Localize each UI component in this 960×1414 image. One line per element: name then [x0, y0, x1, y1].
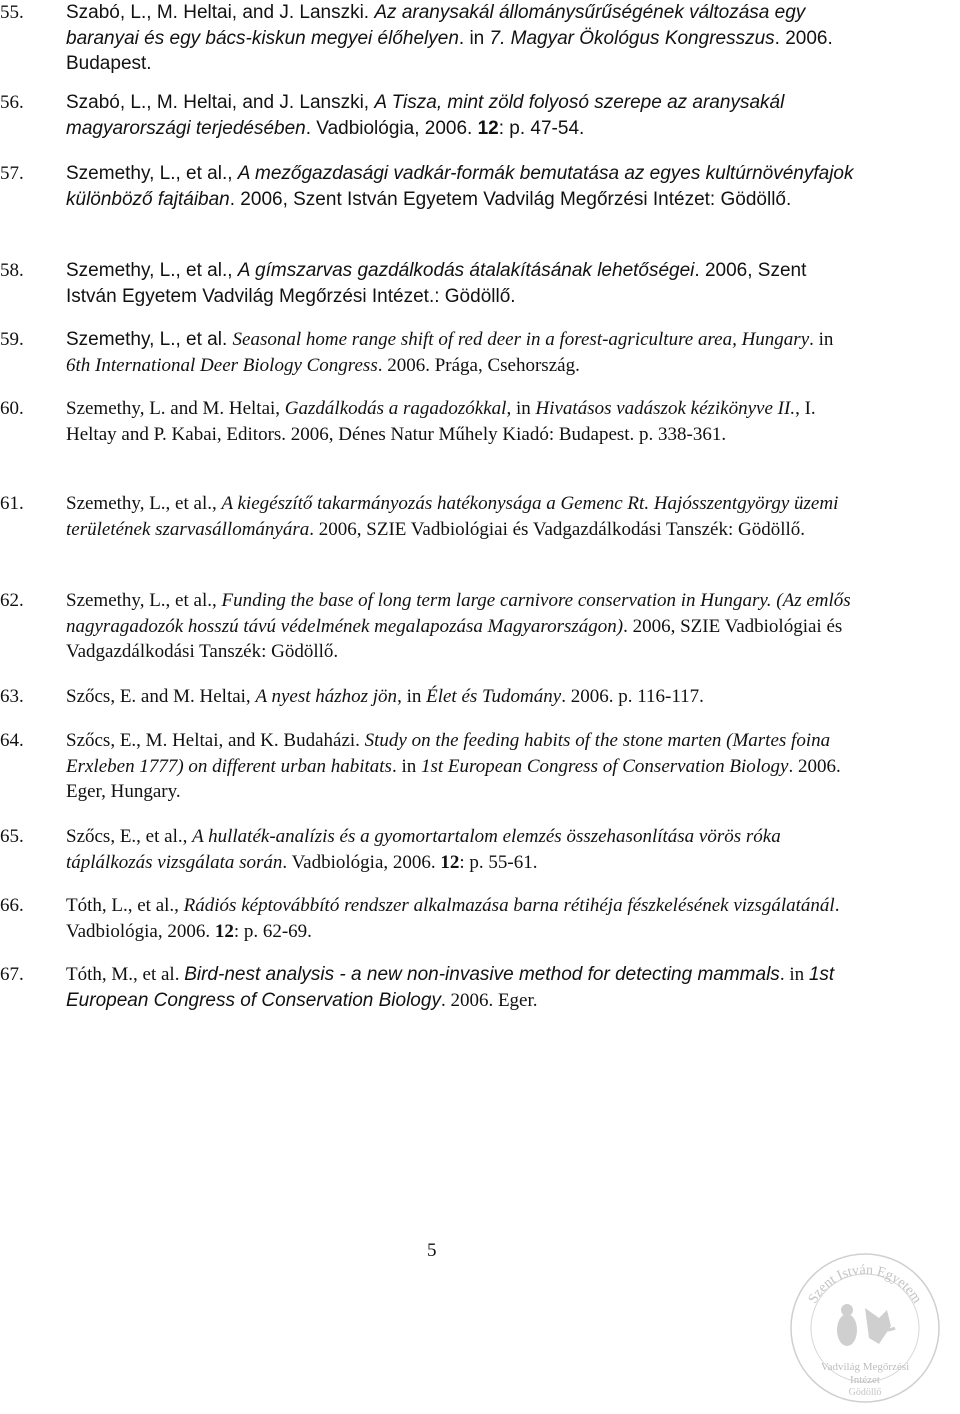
- reference-segment: Szemethy, L., et al.,: [66, 163, 238, 184]
- reference-title: Gazdálkodás a ragadozókkal: [284, 398, 507, 419]
- reference-segment: : p. 47-54.: [498, 117, 585, 139]
- reference-title: Élet és Tudomány: [426, 686, 562, 707]
- reference-segment: . 2006. Prága, Csehország.: [377, 354, 580, 376]
- reference-volume: 12: [214, 920, 234, 942]
- reference-number: 55.: [0, 2, 24, 23]
- reference-number: 61.: [0, 493, 24, 514]
- reference-item: [0, 588, 900, 665]
- seal-figures: [837, 1304, 895, 1346]
- reference-segment: . 2006, Szent István Egyetem Vadvilág Megőrzési Intézet: Gödöllő.: [229, 188, 792, 210]
- reference-text: [66, 588, 856, 665]
- reference-text: [66, 824, 856, 875]
- reference-segment: . 2006. p. 116-117.: [561, 686, 704, 707]
- reference-text: [66, 90, 856, 141]
- reference-title: A nyest házhoz jön: [255, 686, 398, 707]
- reference-segment: Szabó, L., M. Heltai, and J. Lanszki,: [66, 92, 375, 113]
- seal-ring-text: Szent István Egyetem: [805, 1262, 925, 1307]
- page-number: 5: [427, 1240, 437, 1261]
- reference-title: Seasonal home range shift of red deer in a forest-agriculture area, Hungary: [232, 329, 810, 350]
- reference-item: [0, 90, 900, 141]
- reference-title: Hivatásos vadászok kézikönyve II.: [535, 398, 796, 419]
- reference-segment: . 2006, Szent István Egyetem Vadvilág Megőrzési Intézet.: Gödöllő.: [66, 260, 807, 307]
- reference-item: [0, 684, 900, 710]
- reference-item: [0, 728, 900, 805]
- reference-number: 66.: [0, 895, 24, 916]
- reference-segment: Szőcs, E., et al.,: [66, 826, 193, 847]
- reference-item: [0, 258, 900, 309]
- reference-item: [0, 327, 900, 378]
- reference-segment: Szabó, L., M. Heltai, and J. Lanszki.: [66, 2, 375, 23]
- reference-segment: . 2006. Budapest.: [66, 27, 833, 74]
- reference-item: [0, 893, 900, 944]
- reference-title: Bird-nest analysis - a new non-invasive method for detecting mammals: [184, 964, 780, 985]
- reference-text: [66, 258, 856, 309]
- reference-segment: Szemethy, L., et al.,: [66, 493, 222, 514]
- reference-item: [0, 396, 900, 447]
- reference-text: [66, 327, 856, 378]
- reference-title: A kiegészítő takarmányozás hatékonysága a Gemenc Rt. Hajósszentgyörgy üzemi területének szarvasállományára: [66, 493, 839, 540]
- reference-title: A Tisza, mint zöld folyosó szerepe az aranysakál magyarországi terjedésében: [66, 92, 785, 139]
- reference-number: 60.: [0, 398, 24, 419]
- reference-text: [66, 396, 856, 447]
- reference-volume: 12: [477, 117, 499, 139]
- reference-title: Rádiós képtovábbító rendszer alkalmazása barna rétihéja fészkelésének vizsgálatánál: [183, 895, 835, 916]
- reference-segment: . Vadbiológia, 2006.: [66, 895, 840, 942]
- reference-number: 64.: [0, 730, 24, 751]
- reference-segment: : p. 55-61.: [459, 851, 538, 873]
- reference-segment: , in: [397, 686, 427, 707]
- svg-text:Szent István Egyetem: [806, 1263, 924, 1306]
- seal-line-3: Gödöllő: [848, 1387, 882, 1398]
- reference-text: [66, 962, 856, 1013]
- reference-text: [66, 893, 856, 944]
- reference-segment: . Vadbiológia, 2006.: [282, 851, 441, 873]
- reference-segment: . 2006. Eger, Hungary.: [66, 755, 841, 802]
- reference-segment: Tóth, L., et al.,: [66, 895, 184, 916]
- reference-segment: . 2006, SZIE Vadbiológiai és Vadgazdálkodási Tanszék: Gödöllő.: [66, 615, 843, 662]
- reference-segment: Szőcs, E., M. Heltai, and K. Budaházi.: [66, 730, 365, 751]
- reference-segment: . 2006, SZIE Vadbiológiai és Vadgazdálkodási Tanszék: Gödöllő.: [309, 518, 806, 540]
- reference-segment: : p. 62-69.: [233, 920, 312, 942]
- reference-title: 7. Magyar Ökológus Kongresszus: [489, 27, 775, 49]
- reference-title: Az aranysakál állománysűrűségének változása egy baranyai és egy bács-kiskun megyei élőhelyen: [66, 2, 806, 49]
- reference-number: 58.: [0, 260, 24, 281]
- seal-line-2: Intézet: [850, 1374, 880, 1386]
- reference-number: 57.: [0, 163, 24, 184]
- reference-segment: . in: [458, 27, 490, 49]
- reference-text: [66, 0, 856, 77]
- reference-segment: Szemethy, L., et al.,: [66, 590, 222, 611]
- reference-item: [0, 161, 900, 212]
- reference-text: [66, 684, 856, 710]
- reference-segment: Tóth, M., et al.: [66, 964, 185, 985]
- reference-segment: Szőcs, E. and M. Heltai,: [66, 686, 256, 707]
- reference-title: 1st European Congress of Conservation Biology: [66, 964, 835, 1011]
- reference-number: 67.: [0, 964, 24, 985]
- reference-segment: . Vadbiológia, 2006.: [305, 117, 478, 139]
- seal-line-1: Vadvilág Megőrzési: [820, 1361, 910, 1373]
- reference-title: Funding the base of long term large carnivore conservation in Hungary. (Az emlős nagyragadozók hosszú távú védelmének megalapozása Magyarországon): [66, 590, 851, 637]
- reference-item: [0, 824, 900, 875]
- reference-volume: 12: [440, 851, 460, 873]
- reference-segment: Szemethy, L., et al.: [66, 329, 233, 350]
- reference-number: 62.: [0, 590, 24, 611]
- reference-segment: . 2006. Eger.: [440, 989, 538, 1011]
- reference-title: 6th International Deer Biology Congress: [66, 354, 378, 376]
- reference-number: 63.: [0, 686, 24, 707]
- reference-number: 65.: [0, 826, 24, 847]
- reference-item: [0, 962, 900, 1013]
- institute-seal-watermark: [787, 1248, 942, 1403]
- reference-title: A hullaték-analízis és a gyomortartalom elemzés összehasonlítása vörös róka táplálkozás vizsgálata során: [66, 826, 781, 873]
- reference-title: A mezőgazdasági vadkár-formák bemutatása az egyes kultúrnövényfajok különböző fajtáiban: [66, 163, 854, 210]
- reference-number: 56.: [0, 92, 24, 113]
- reference-title: 1st European Congress of Conservation Biology: [420, 755, 789, 777]
- reference-segment: Szemethy, L., et al.,: [66, 260, 238, 281]
- reference-text: [66, 161, 856, 212]
- reference-text: [66, 491, 856, 542]
- reference-title: A gímszarvas gazdálkodás átalakításának lehetőségei: [237, 260, 695, 281]
- reference-title: Study on the feeding habits of the stone marten (Martes foina Erxleben 1777) on different urban habitats: [66, 730, 831, 777]
- reference-segment: Szemethy, L. and M. Heltai,: [66, 398, 285, 419]
- reference-item: [0, 0, 900, 77]
- reference-segment: . in: [779, 964, 809, 985]
- reference-segment: , in: [506, 398, 536, 419]
- reference-segment: , I. Heltay and P. Kabai, Editors. 2006, Dénes Natur Műhely Kiadó: Budapest. p. 338-361.: [66, 398, 816, 445]
- reference-segment: . in: [809, 329, 834, 350]
- reference-item: [0, 491, 900, 542]
- reference-segment: . in: [391, 755, 421, 777]
- reference-text: [66, 728, 856, 805]
- reference-number: 59.: [0, 329, 24, 350]
